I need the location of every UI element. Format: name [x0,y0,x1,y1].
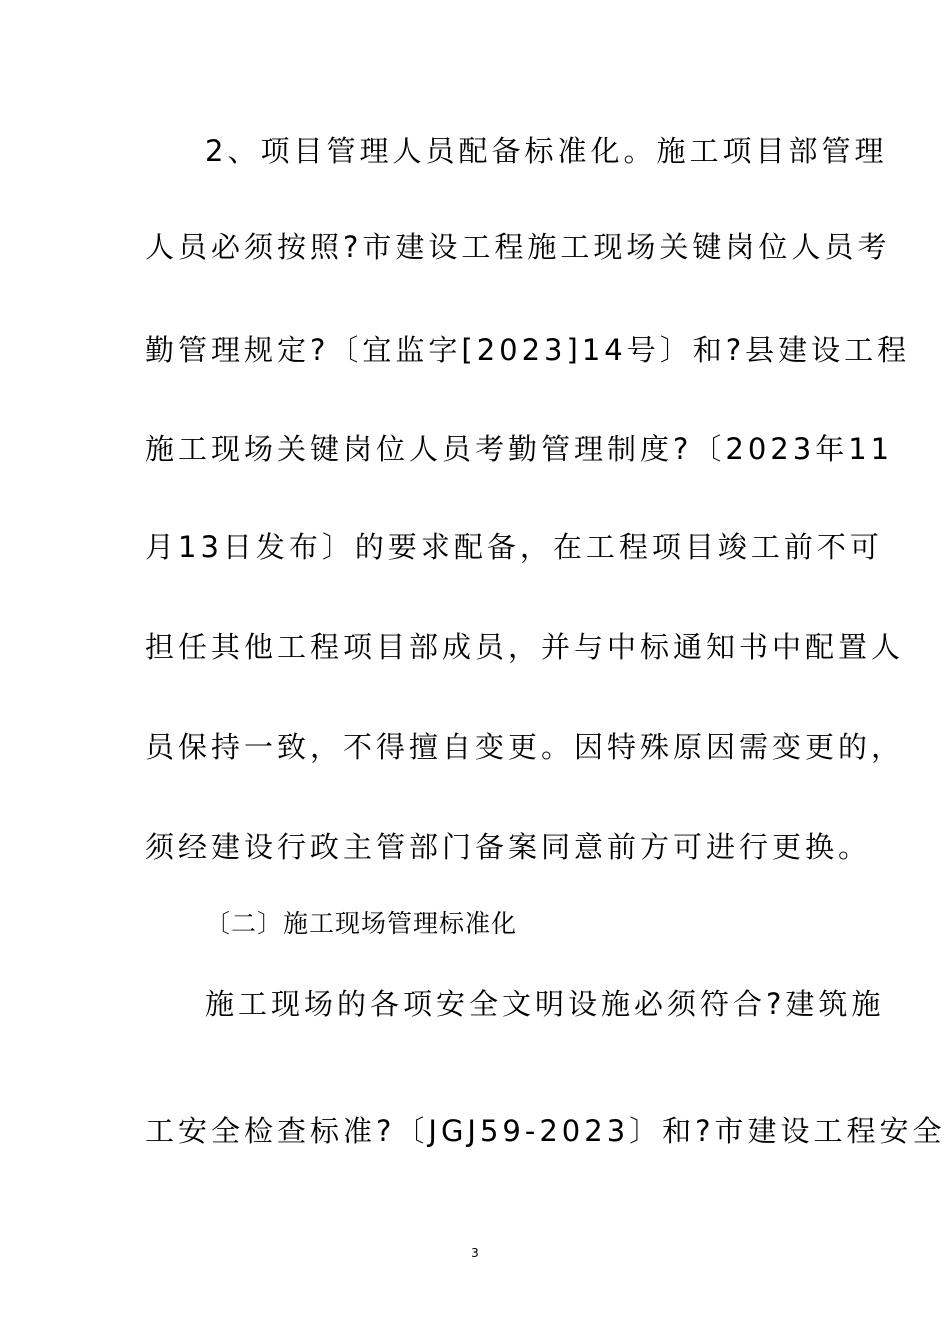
paragraph-line: 人员必须按照?市建设工程施工现场关键岗位人员考 [145,230,891,264]
paragraph-line: 须经建设行政主管部门备案同意前方可进行更换。 [145,830,872,864]
paragraph-line: 工安全检查标准?〔JGJ59-2023〕和?市建设工程安全 [145,1114,946,1148]
paragraph-line: 担任其他工程项目部成员，并与中标通知书中配置人 [145,630,905,664]
paragraph-line: 2、项目管理人员配备标准化。施工项目部管理 [205,134,888,168]
section-heading: 〔二〕施工现场管理标准化 [205,909,518,938]
paragraph-line: 施工现场关键岗位人员考勤管理制度?〔2023年11 [145,432,894,466]
paragraph-line: 勤管理规定?〔宜监字[2023]14号〕和?县建设工程 [145,333,911,367]
paragraph-line: 月13日发布〕的要求配备，在工程项目竣工前不可 [145,530,883,564]
paragraph-line: 员保持一致，不得擅自变更。因特殊原因需变更的， [145,730,905,764]
page-number: 3 [471,1246,479,1260]
paragraph-line: 施工现场的各项安全文明设施必须符合?建筑施 [205,987,885,1021]
